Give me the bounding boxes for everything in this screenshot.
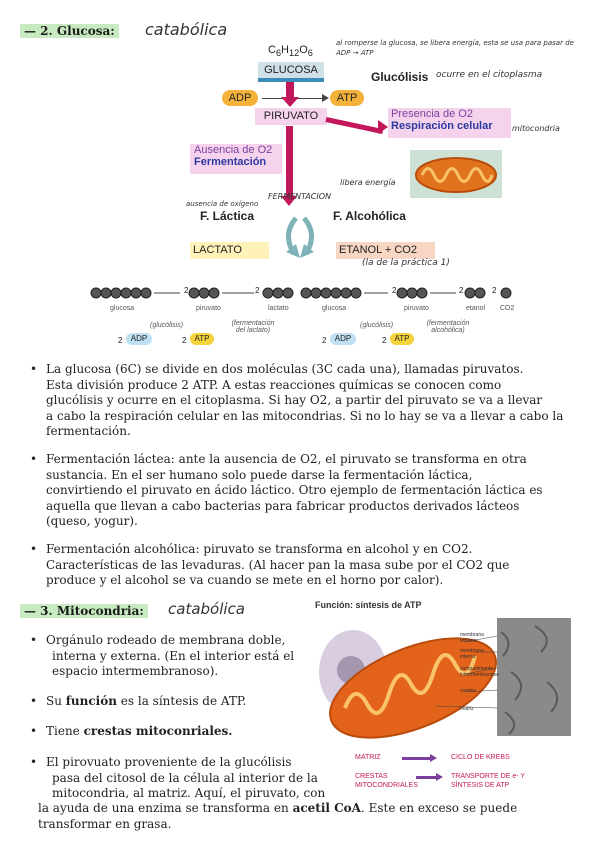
respiracion-label: Respiración celular <box>391 120 493 132</box>
mito-b2-post: es la síntesis de ATP. <box>116 694 247 708</box>
bullet-dot: • <box>30 724 38 738</box>
strip-left-two-b: 2 <box>255 286 260 295</box>
adp-pill-top: ADP <box>222 90 258 106</box>
glucolisis-note: ocurre en el citoplasma <box>436 70 543 80</box>
p2-line: convirtiendo el piruvato en ácido láctico. Otro ejemplo de fermentación láctica es <box>46 483 543 497</box>
bullet-dot: • <box>30 755 38 769</box>
bullet-dot: • <box>30 542 38 556</box>
strip-right-two-a: 2 <box>392 286 397 295</box>
legend-krebs: CICLO DE KREBS <box>451 754 510 761</box>
f-lactica-label: F. Láctica <box>200 209 255 223</box>
section-2-tag: catabólica <box>145 20 228 39</box>
strip-right-fermentacion: (fermentación alcohólica) <box>426 320 470 334</box>
section-2-title-text: — 2. Glucosa: <box>20 24 119 38</box>
strip-right-molecules <box>300 284 520 304</box>
mito-b4-line: mitocondria, al matriz. Aquí, el piruvato, con <box>52 786 326 800</box>
strip-left-fermentacion: (fermentación del lactato) <box>231 320 275 334</box>
legend-matriz: MATRIZ <box>355 754 381 761</box>
strip-right-co2: CO2 <box>500 305 515 312</box>
mito-b1-line: espacio intermembranoso). <box>52 664 219 678</box>
p1-line: fermentación. <box>46 424 131 438</box>
etanol-note: (la de la práctica 1) <box>362 258 450 268</box>
strip-left-piruvato: piruvato <box>196 305 221 312</box>
mito-bullet-4-cont <box>38 801 578 832</box>
legend-arrowhead-2 <box>436 773 443 781</box>
p1-line: La glucosa (6C) se divide en dos moléculas (3C cada una), llamadas piruvatos. <box>46 362 524 376</box>
strip-left-glucolisis: (glucólisis) <box>150 322 184 329</box>
atp-pill-top: ATP <box>330 90 364 106</box>
strip-left-glucosa: glucosa <box>110 305 135 312</box>
p1-line: a cabo la respiración celular en las mitocondrias. Si no lo hay se va a llevar a cabo la <box>46 408 564 423</box>
mito-b4-end: transformar en grasa. <box>38 816 172 831</box>
handnote-top: al romperse la glucosa, se libera energía, esta se usa para pasar de ADP → ATP <box>336 39 574 57</box>
mitochondria-illustration <box>410 150 502 198</box>
section-3-title-text: — 3. Mitocondria: <box>20 604 148 618</box>
strip-left-atp: ATP <box>190 333 214 345</box>
mito-b1-line: Orgánulo rodeado de membrana doble, <box>46 633 286 647</box>
red-arrow-down-2 <box>286 126 293 198</box>
arrow-to-respiracion <box>325 117 383 134</box>
lib-energia-note: libera energía <box>340 178 396 187</box>
legend-arrow-2 <box>416 776 438 779</box>
strip-right-glucolisis: (glucólisis) <box>360 322 394 329</box>
p2-line: sustancia. En el ser humano solo puede darse la fermentación láctica, <box>46 467 473 482</box>
section-3-title <box>20 604 148 618</box>
fermentacion-box <box>190 144 282 174</box>
p1-line: Esta división produce 2 ATP. A estas reacciones químicas se conocen como <box>46 377 502 392</box>
strip-right-piruvato: piruvato <box>404 305 429 312</box>
strip-right-adp: ADP <box>330 333 356 345</box>
section-3-tag: catabólica <box>168 600 245 618</box>
label-crestas: crestas <box>460 688 477 694</box>
strip-right-two-c: 2 <box>322 336 327 345</box>
adp-atp-arrowhead <box>322 94 329 102</box>
red-arrowhead-1 <box>281 97 299 107</box>
p1-line: glucólisis y ocurre en el citoplasma. Si hay O2, a partir del piruvato se va a llevar <box>46 393 543 407</box>
mitochondria-figure <box>315 612 575 742</box>
strip-left-molecules <box>88 284 298 304</box>
fermentacion-label: Fermentación <box>194 156 267 168</box>
p2-line: aquella que llevan a cabo bacterias para fabricar productos derivados lácteos <box>46 498 520 513</box>
mito-b3-pre: Tiene <box>46 724 84 738</box>
ausencia-label: Ausencia de O2 <box>194 144 273 156</box>
mito-b1-line: interna y externa. (En el interior está el <box>52 648 295 663</box>
bullet-dot: • <box>30 694 38 708</box>
lactato-box: LACTATO <box>190 242 269 259</box>
section-2-title <box>20 24 119 38</box>
f-alcoholica-label: F. Alcohólica <box>333 209 406 223</box>
label-matriz: matriz <box>460 706 474 712</box>
mito-b4-line: pasa del citosol de la célula al interior de la <box>52 770 318 785</box>
label-compartimento: compartimento intermembranoso <box>460 666 499 678</box>
bullet-dot: • <box>30 362 38 376</box>
figure-title: Función: síntesis de ATP <box>315 600 422 610</box>
red-arrow-down-1 <box>286 82 294 98</box>
strip-left-lactato: lactato <box>268 305 289 312</box>
strip-right-glucosa: glucosa <box>322 305 347 312</box>
strip-right-atp: ATP <box>390 333 414 345</box>
mito-b2-pre: Su <box>46 694 66 708</box>
strip-left-two-d: 2 <box>182 336 187 345</box>
strip-left-adp: ADP <box>126 333 152 345</box>
presencia-label: Presencia de O2 <box>391 108 473 120</box>
ausencia-hand: ausencia de oxígeno <box>186 200 259 208</box>
label-membrana-interna: membrana interna <box>460 648 484 660</box>
mito-b4-last-bold: acetil CoA <box>292 801 361 815</box>
legend-crestas: CRESTAS MITOCONDRIALES <box>355 773 418 789</box>
curved-arrows <box>276 214 324 262</box>
strip-right-two-e: 2 <box>492 286 497 295</box>
etanol-box: ETANOL + CO2 <box>336 242 435 259</box>
p3-line: Características de las levaduras. (Al hacer pan la masa sube por el CO2 que <box>46 557 510 572</box>
mito-b4-last-pre: la ayuda de una enzima se transforma en <box>38 801 293 815</box>
strip-right-two-d: 2 <box>382 336 387 345</box>
glucolisis-label: Glucólisis <box>371 70 429 84</box>
mito-b4-last-post: . Este en exceso se puede <box>360 801 518 815</box>
legend-arrow-1 <box>402 757 432 760</box>
respiracion-box <box>388 108 511 138</box>
p3-line: produce y el alcohol se va cuando se mete en el horno por calor). <box>46 573 444 587</box>
p2-line: (queso, yogur). <box>46 514 138 528</box>
fermentacion-hand: FERMENTACION <box>268 192 332 201</box>
legend-transporte: TRANSPORTE DE e- Y SÍNTESIS DE ATP <box>451 773 525 789</box>
formula: $C_6H_{12}O_6$ <box>268 44 313 59</box>
strip-left-two-c: 2 <box>118 336 123 345</box>
legend-arrowhead-1 <box>430 754 437 762</box>
arrowhead-respiracion <box>378 120 388 134</box>
mito-b3-bold: crestas mitoconriales. <box>83 724 233 738</box>
glucosa-box: GLUCOSA <box>258 62 324 82</box>
strip-left-two-a: 2 <box>184 286 189 295</box>
p2-line: Fermentación láctea: ante la ausencia de O2, el piruvato se transforma en otra <box>46 452 527 466</box>
strip-right-two-b: 2 <box>459 286 464 295</box>
piruvato-box: PIRUVATO <box>255 108 327 125</box>
strip-right-etanol: etanol <box>466 305 486 312</box>
label-membrana-externa: membrana externa <box>460 632 484 644</box>
mitocondria-note: mitocondria <box>512 124 560 133</box>
mito-b2-bold: función <box>65 694 117 708</box>
p3-line: Fermentación alcohólica: piruvato se transforma en alcohol y en CO2. <box>46 542 473 556</box>
mito-b4-line: El pirovuato proveniente de la glucólisis <box>46 755 292 769</box>
bullet-dot: • <box>30 633 38 647</box>
bullet-dot: • <box>30 452 38 466</box>
